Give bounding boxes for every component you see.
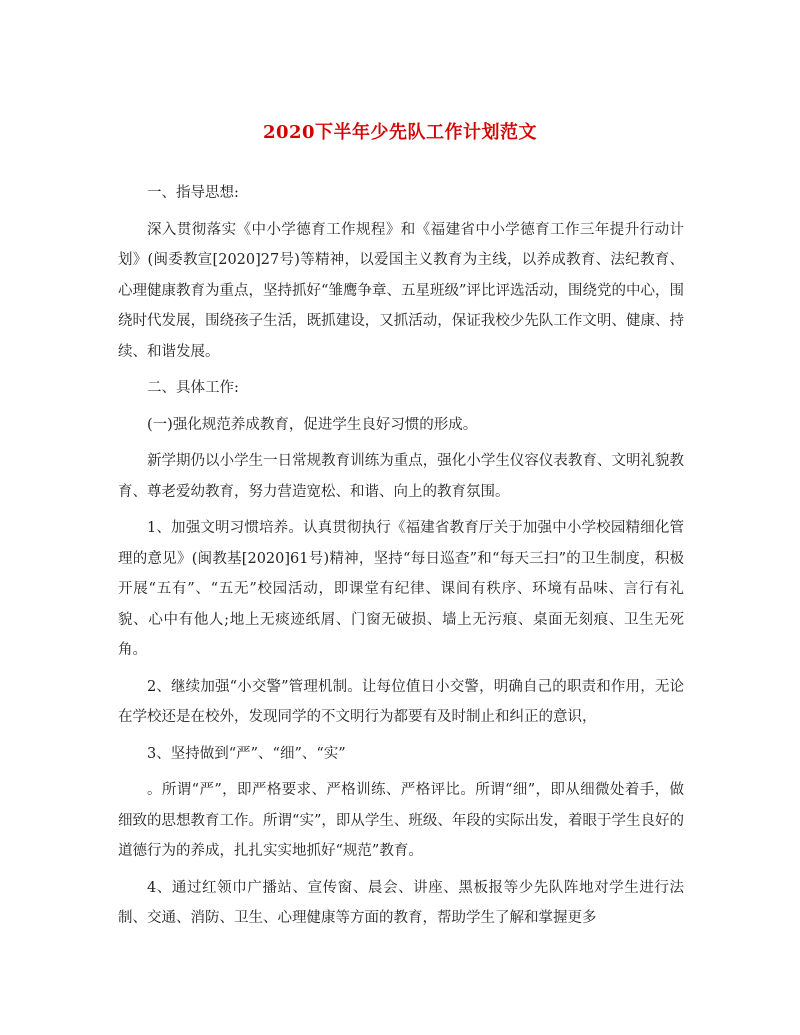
paragraph: 3、坚持做到“严”、“细”、“实”: [147, 745, 346, 762]
paragraph: 2、继续加强“小交警”管理机制。让每位值日小交警，明确自己的职责和作用，无论在学校还是在校外，发现同学的不文明行为都要有及时制止和纠正的意识，: [118, 678, 684, 725]
paragraph: 1、加强文明习惯培养。认真贯彻执行《福建省教育厅关于加强中小学校园精细化管理的意见》(闽教基[2020]61号)精神，坚持“每日巡查”和“每天三扫”的卫生制度，积极开展“五有”、“五无”校园活动，即课堂有纪律、课间有秩序、环境有品味、言行有礼貌、心中有他人;地上无痰迹纸屑、门窗无破损、墙上无污痕、桌面无刻痕、卫生无死角。: [118, 520, 684, 658]
paragraph: 深入贯彻落实《中小学德育工作规程》和《福建省中小学德育工作三年提升行动计划》(闽委教宣[2020]27号)等精神，以爱国主义教育为主线，以养成教育、法纪教育、心理健康教育为重点，坚持抓好“雏鹰争章、五星班级”评比评选活动，围绕党的中心，围绕时代发展，围绕孩子生活，既抓建设，又抓活动，保证我校少先队工作文明、健康、持续、和谐发展。: [118, 221, 684, 360]
section-heading-specific-work: 二、具体工作:: [147, 380, 239, 396]
paragraph: 新学期仍以小学生一日常规教育训练为重点，强化小学生仪容仪表教育、文明礼貌教育、尊老爱幼教育，努力营造宽松、和谐、向上的教育氛围。: [118, 453, 684, 500]
subsection-heading: (一)强化规范养成教育，促进学生良好习惯的形成。: [147, 416, 478, 433]
document-body: [118, 178, 684, 940]
paragraph: 4、通过红领巾广播站、宣传窗、晨会、讲座、黑板报等少先队阵地对学生进行法制、交通、消防、卫生、心理健康等方面的教育，帮助学生了解和掌握更多: [118, 879, 684, 926]
section-heading-guiding-thought: 一、指导思想:: [147, 185, 239, 201]
document-title: 2020下半年少先队工作计划范文: [262, 122, 538, 143]
paragraph: 。所谓“严”，即严格要求、严格训练、严格评比。所谓“细”，即从细微处着手，做细致的思想教育工作。所谓“实”，即从学生、班级、年段的实际出发，着眼于学生良好的道德行为的养成，扎扎实实地抓好“规范”教育。: [118, 782, 684, 859]
